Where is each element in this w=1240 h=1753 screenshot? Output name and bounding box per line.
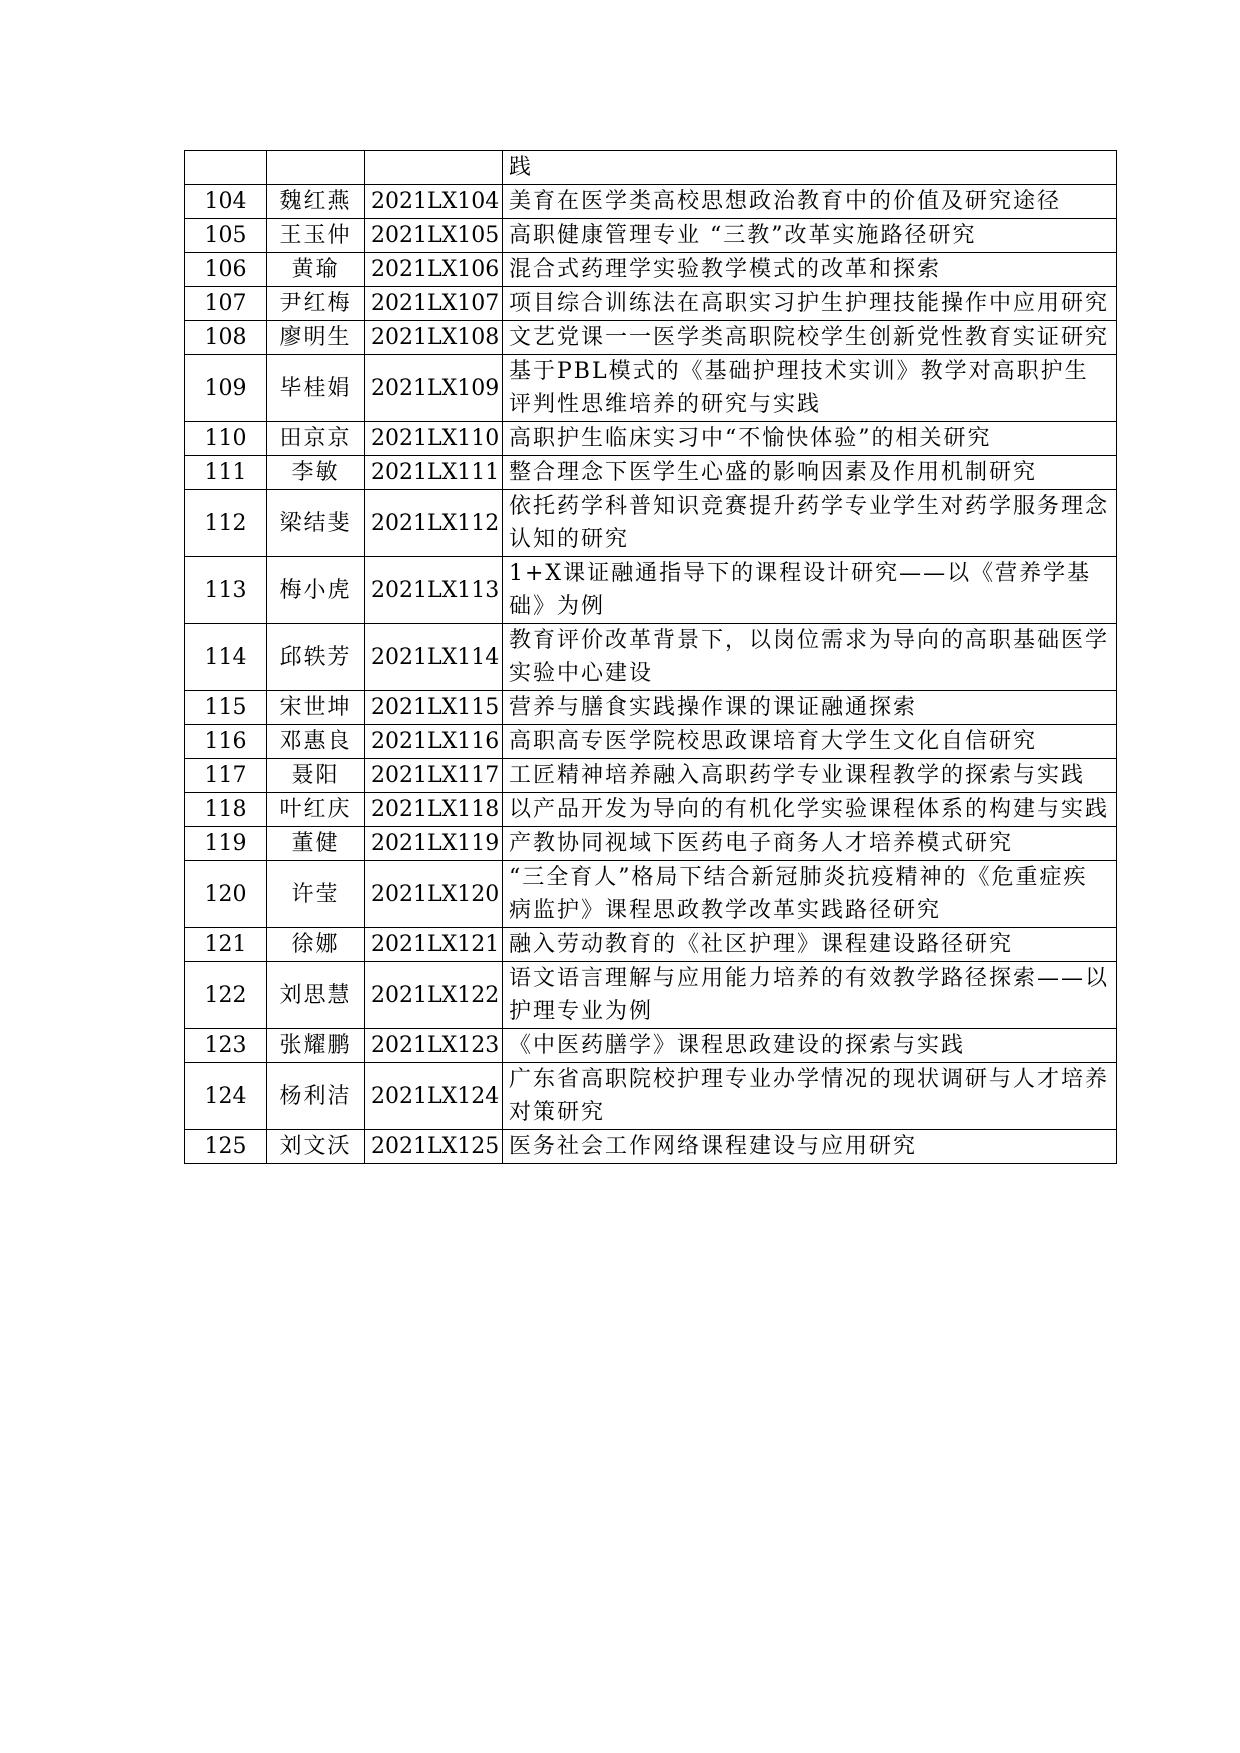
row-number: 104 [185,185,267,219]
row-project-id: 2021LX104 [365,185,503,219]
table-row [185,490,1117,557]
row-number: 115 [185,691,267,725]
row-name: 刘文沃 [267,1130,365,1164]
row-number: 117 [185,759,267,793]
row-project-title: 高职护生临床实习中“不愉快体验”的相关研究 [503,422,1117,456]
row-name: 李敏 [267,456,365,490]
row-project-title: 广东省高职院校护理专业办学情况的现状调研与人才培养对策研究 [503,1063,1117,1130]
table-row-continuation [185,151,1117,185]
row-name: 董健 [267,827,365,861]
row-project-title: 依托药学科普知识竞赛提升药学专业学生对药学服务理念认知的研究 [503,490,1117,557]
row-number: 122 [185,962,267,1029]
row-number: 118 [185,793,267,827]
row-project-title: 1+X课证融通指导下的课程设计研究——以《营养学基础》为例 [503,557,1117,624]
row-project-id: 2021LX123 [365,1029,503,1063]
table-row [185,928,1117,962]
row-name: 叶红庆 [267,793,365,827]
row-name: 廖明生 [267,321,365,355]
row-project-title: 高职高专医学院校思政课培育大学生文化自信研究 [503,725,1117,759]
row-project-title: 工匠精神培养融入高职药学专业课程教学的探索与实践 [503,759,1117,793]
row-name: 徐娜 [267,928,365,962]
table-row [185,355,1117,422]
row-name: 邓惠良 [267,725,365,759]
table-row [185,557,1117,624]
row-name: 田京京 [267,422,365,456]
row-project-title: 《中医药膳学》课程思政建设的探索与实践 [503,1029,1117,1063]
row-project-title: “三全育人”格局下结合新冠肺炎抗疫精神的《危重症疾病监护》课程思政教学改革实践路径研究 [503,861,1117,928]
table-row [185,759,1117,793]
row-number [185,151,267,185]
row-project-id: 2021LX121 [365,928,503,962]
row-number: 105 [185,219,267,253]
row-project-id [365,151,503,185]
row-name: 邱轶芳 [267,624,365,691]
table-row [185,1130,1117,1164]
row-number: 109 [185,355,267,422]
row-project-title: 产教协同视域下医药电子商务人才培养模式研究 [503,827,1117,861]
row-number: 106 [185,253,267,287]
table-row [185,287,1117,321]
row-project-id: 2021LX112 [365,490,503,557]
table-row [185,1063,1117,1130]
row-project-title: 美育在医学类高校思想政治教育中的价值及研究途径 [503,185,1117,219]
row-project-title: 践 [503,151,1117,185]
row-project-title: 基于PBL模式的《基础护理技术实训》教学对高职护生评判性思维培养的研究与实践 [503,355,1117,422]
row-project-title: 语文语言理解与应用能力培养的有效教学路径探索——以护理专业为例 [503,962,1117,1029]
row-name: 梁结斐 [267,490,365,557]
table-row [185,422,1117,456]
row-number: 116 [185,725,267,759]
table-row [185,793,1117,827]
row-name: 黄瑜 [267,253,365,287]
row-project-id: 2021LX108 [365,321,503,355]
row-name: 魏红燕 [267,185,365,219]
row-number: 111 [185,456,267,490]
row-name: 王玉仲 [267,219,365,253]
row-name: 尹红梅 [267,287,365,321]
table-row [185,456,1117,490]
row-project-id: 2021LX120 [365,861,503,928]
table-row [185,827,1117,861]
table-row [185,321,1117,355]
row-project-title: 文艺党课一一医学类高职院校学生创新党性教育实证研究 [503,321,1117,355]
project-table [184,150,1117,1164]
row-number: 123 [185,1029,267,1063]
table-row [185,1029,1117,1063]
row-project-id: 2021LX105 [365,219,503,253]
row-number: 119 [185,827,267,861]
row-project-id: 2021LX115 [365,691,503,725]
row-project-title: 教育评价改革背景下，以岗位需求为导向的高职基础医学实验中心建设 [503,624,1117,691]
row-name: 张耀鹏 [267,1029,365,1063]
row-number: 124 [185,1063,267,1130]
row-number: 121 [185,928,267,962]
row-project-title: 以产品开发为导向的有机化学实验课程体系的构建与实践 [503,793,1117,827]
row-project-title: 高职健康管理专业 “三教”改革实施路径研究 [503,219,1117,253]
project-table-body [185,151,1117,1164]
row-project-id: 2021LX114 [365,624,503,691]
row-project-id: 2021LX122 [365,962,503,1029]
row-number: 108 [185,321,267,355]
row-name: 宋世坤 [267,691,365,725]
row-project-id: 2021LX125 [365,1130,503,1164]
row-project-id: 2021LX124 [365,1063,503,1130]
row-name: 刘思慧 [267,962,365,1029]
row-project-title: 医务社会工作网络课程建设与应用研究 [503,1130,1117,1164]
row-number: 114 [185,624,267,691]
row-project-title: 整合理念下医学生心盛的影响因素及作用机制研究 [503,456,1117,490]
table-row [185,691,1117,725]
row-project-id: 2021LX118 [365,793,503,827]
row-project-id: 2021LX111 [365,456,503,490]
row-project-title: 融入劳动教育的《社区护理》课程建设路径研究 [503,928,1117,962]
table-row [185,725,1117,759]
row-name: 梅小虎 [267,557,365,624]
row-project-id: 2021LX113 [365,557,503,624]
row-number: 125 [185,1130,267,1164]
row-number: 107 [185,287,267,321]
row-name: 聂阳 [267,759,365,793]
row-number: 120 [185,861,267,928]
table-row [185,624,1117,691]
row-project-title: 项目综合训练法在高职实习护生护理技能操作中应用研究 [503,287,1117,321]
row-name: 杨利洁 [267,1063,365,1130]
row-number: 112 [185,490,267,557]
row-project-id: 2021LX109 [365,355,503,422]
table-row [185,962,1117,1029]
row-name: 许莹 [267,861,365,928]
row-name [267,151,365,185]
row-project-id: 2021LX107 [365,287,503,321]
table-row [185,253,1117,287]
table-row [185,219,1117,253]
table-row [185,861,1117,928]
row-project-id: 2021LX106 [365,253,503,287]
row-project-id: 2021LX117 [365,759,503,793]
row-project-id: 2021LX119 [365,827,503,861]
row-project-id: 2021LX110 [365,422,503,456]
table-row [185,185,1117,219]
row-project-id: 2021LX116 [365,725,503,759]
row-project-title: 混合式药理学实验教学模式的改革和探索 [503,253,1117,287]
row-project-title: 营养与膳食实践操作课的课证融通探索 [503,691,1117,725]
row-number: 110 [185,422,267,456]
row-number: 113 [185,557,267,624]
row-name: 毕桂娟 [267,355,365,422]
